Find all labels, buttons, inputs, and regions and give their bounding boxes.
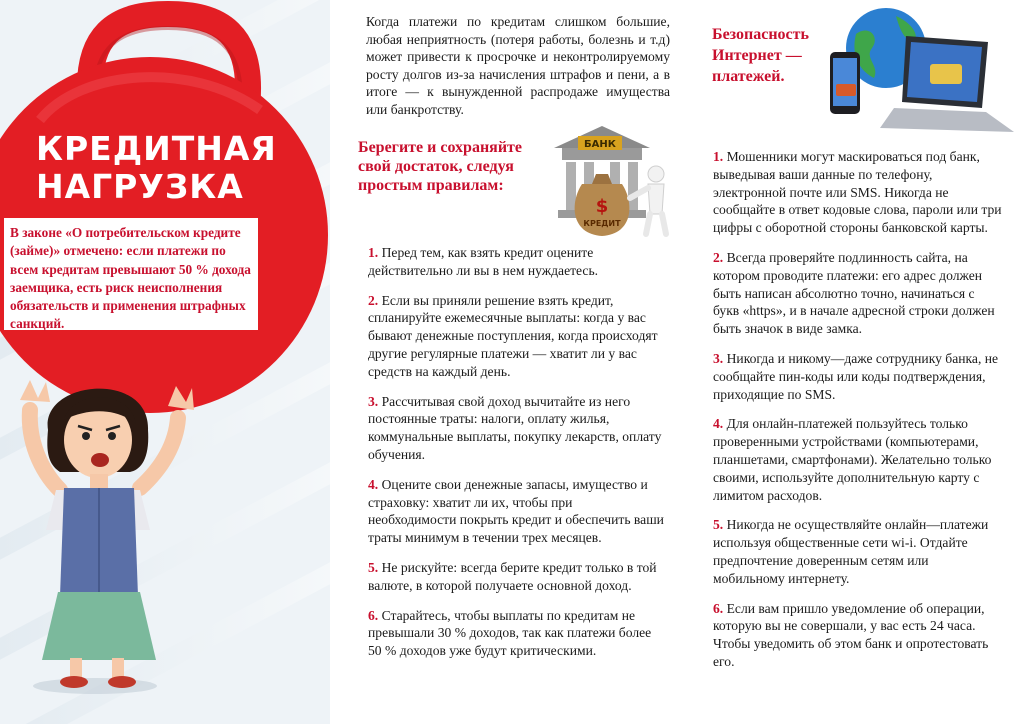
list-item: 4. Для онлайн-платежей пользуйтесь только проверенными устройствами (компьютерами, планшетами, смартфонами). Желательно только своими, используйте дополнительную карту с лимитом расходов. bbox=[713, 416, 992, 503]
banner-title-line2: НАГРУЗКА bbox=[36, 167, 244, 206]
banner-title-line1: КРЕДИТНАЯ bbox=[36, 129, 277, 168]
list-item: 6. Старайтесь, чтобы выплаты по кредитам не превышали 30 % доходов, так как платежи более 50 % доходов уже будут критическими. bbox=[368, 607, 652, 659]
left-panel bbox=[0, 0, 330, 724]
rules-heading: Берегите и сохраняйте свой достаток, следуя простым правилам: bbox=[358, 139, 522, 194]
list-item: 1. Перед тем, как взять кредит оцените действительно ли вы в нем нуждаетесь. bbox=[368, 245, 599, 278]
list-item: 2. Если вы приняли решение взять кредит, спланируйте ежемесячные выплаты: когда у вас бывают денежные поступления, когда происходят другие регулярные платежи — хватит ли у вас средств на каждый день. bbox=[368, 292, 658, 379]
list-item: 3. Никогда и никому—даже сотруднику банка, не сообщайте пин-коды или коды подтверждения, приходящие по SMS. bbox=[713, 350, 999, 402]
bank-sign-label: БАНК bbox=[584, 139, 616, 150]
list-item: 5. Никогда не осуществляйте онлайн—платежи используя общественные сети wi-i. Отдайте предпочтение доверенным сетям или мобильному интернету. bbox=[713, 517, 989, 586]
stressed-woman-illustration bbox=[0, 360, 330, 724]
internet-security-list bbox=[713, 148, 1003, 683]
list-item: 2. Всегда проверяйте подлинность сайта, на котором проводите платежи: его адрес должен быть написан абсолютно точно, начинаться с букв «https», и в начале адресной строки должен быть значок в виде замка. bbox=[713, 249, 995, 337]
rules-list bbox=[368, 244, 664, 672]
list-item: 4. Оцените свои денежные запасы, имущество и страховку: хватит ли их, чтобы при необходимости покрыть кредит и обеспечить ваши траты минимум в течении трех месяцев. bbox=[368, 476, 664, 546]
money-bag-label: КРЕДИТ bbox=[583, 219, 621, 228]
list-item: 1. Мошенники могут маскироваться под банк, выведывая ваши данные по телефону, электронной почте или SMS. Никогда не сообщайте в ответ кодовые слова, пароли или три цифры с оборотной стороны банковской карты. bbox=[713, 149, 1002, 236]
list-item: 3. Рассчитывая свой доход вычитайте из него постоянные траты: налоги, оплату жилья, коммунальные выплаты, покупку лекарств, оплату обучения. bbox=[368, 393, 662, 462]
law-quote-box: В законе «О потребительском кредите (займе)» отмечено: если платежи по всем кредитам превышают 50 % дохода заемщика, есть риск неисполнения обязательств и применения штрафных санкций. bbox=[4, 218, 258, 330]
internet-security-heading: Безопасность Интернет — платежей. bbox=[712, 26, 809, 85]
banner-title bbox=[36, 130, 277, 206]
devices-globe-illustration bbox=[810, 4, 1020, 140]
bank-building-icon bbox=[548, 122, 672, 242]
list-item: 5. Не рискуйте: всегда берите кредит только в той валюте, в которой получаете основной доход. bbox=[368, 559, 657, 593]
svg-text:$: $ bbox=[595, 196, 609, 217]
list-item: 6. Если вам пришло уведомление об операции, которую вы не совершали, у вас есть 24 часа. Чтобы уведомить об этом банк и опротестовать его. bbox=[713, 600, 989, 669]
intro-paragraph: Когда платежи по кредитам слишком большие, любая неприятность (потеря работы, болезнь и т.д) может привести к просрочке и неконтролируемому росту долгов из-за начисления штрафов и пени, а в итоге — к вынужденной распродаже имущества или банкротству. bbox=[366, 14, 670, 117]
